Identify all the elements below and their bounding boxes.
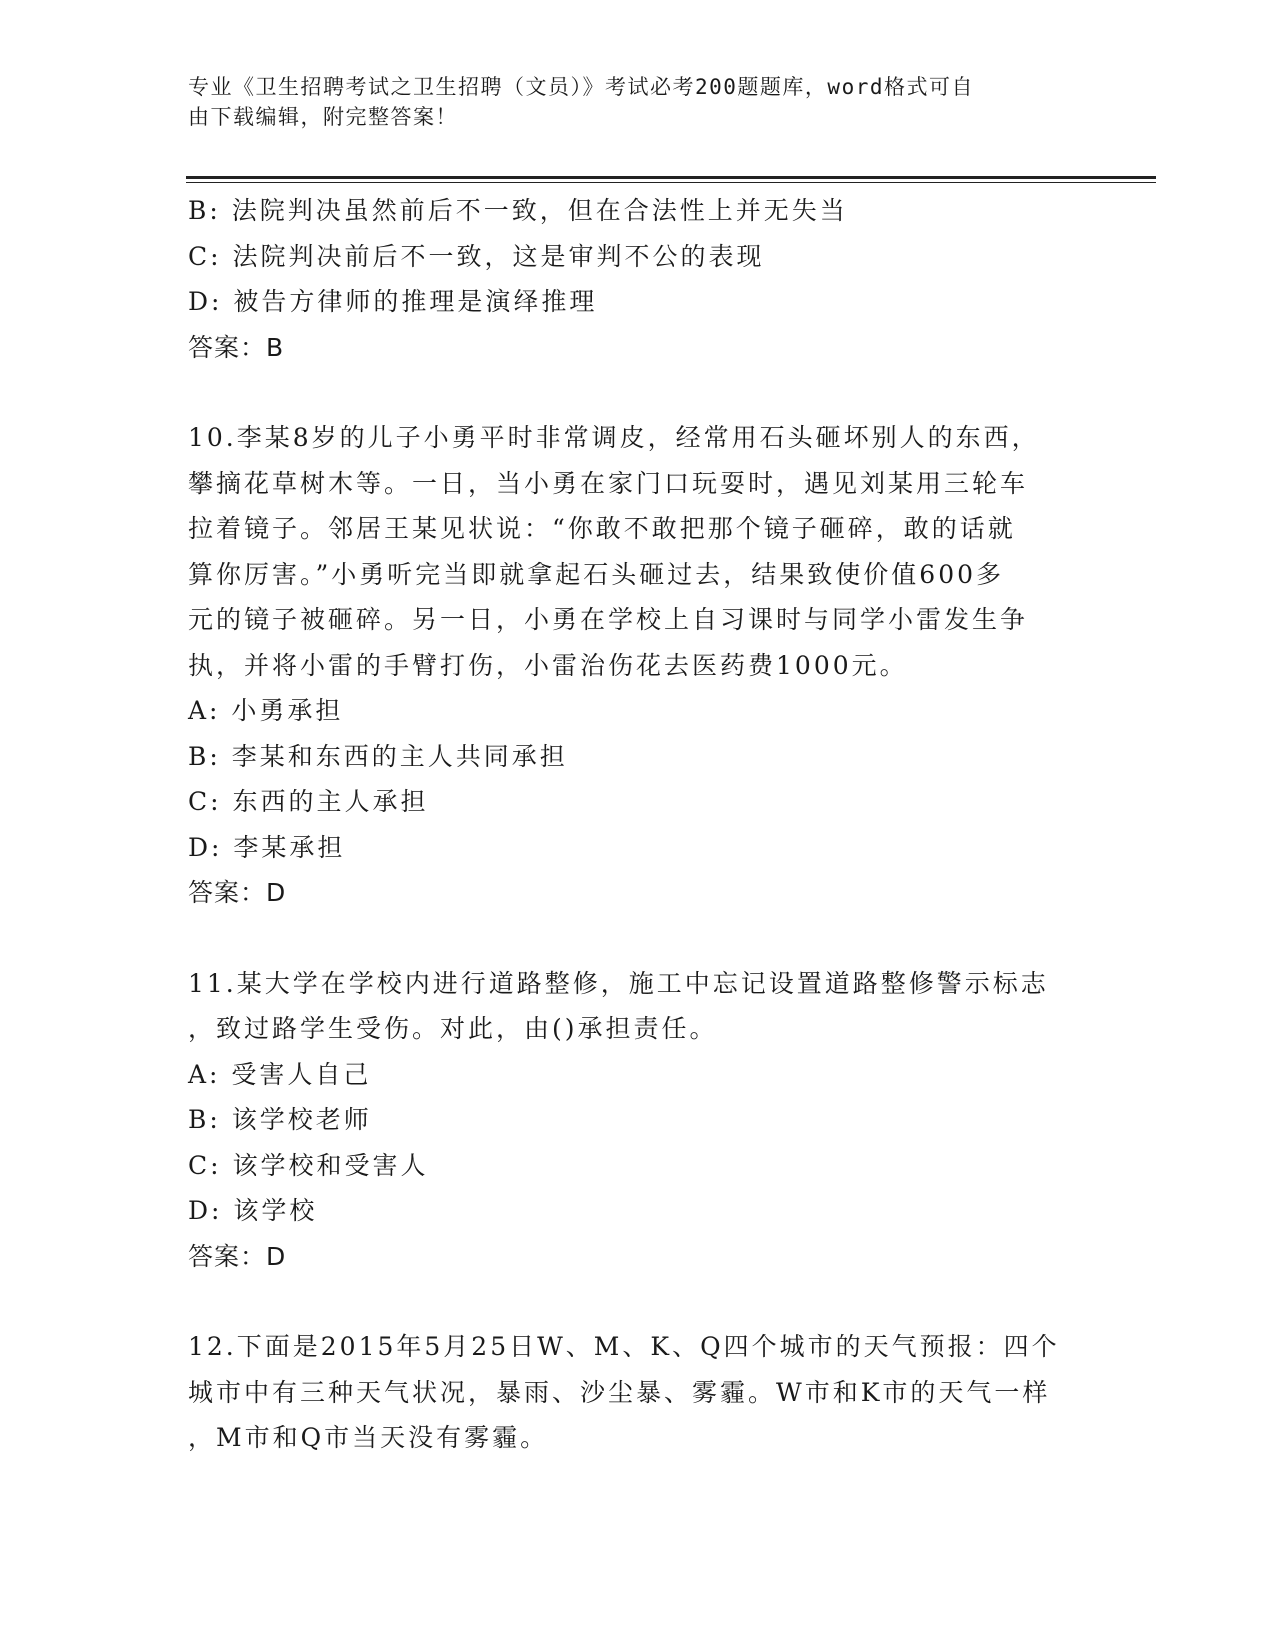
question-text-line: 城市中有三种天气状况，暴雨、沙尘暴、雾霾。W市和K市的天气一样 <box>188 1377 1051 1407</box>
answer-line: 答案：B <box>188 332 285 362</box>
question-text-line: ，致过路学生受伤。对此，由()承担责任。 <box>188 1014 718 1043</box>
question-text-line: 10.李某8岁的儿子小勇平时非常调皮，经常用石头砸坏别人的东西， <box>188 423 1040 452</box>
option-b: B: 法院判决虽然前后不一致，但在合法性上并无失当 <box>188 196 848 225</box>
header-divider-thin <box>186 182 1156 183</box>
document-header <box>188 72 1068 132</box>
option-b: B: 该学校老师 <box>188 1105 372 1134</box>
header-divider-thick <box>186 176 1156 179</box>
spacer <box>188 916 1088 961</box>
answer-line: 答案：D <box>188 878 287 907</box>
question-text-line: 执，并将小雷的手臂打伤，小雷治伤花去医药费1000元。 <box>188 650 908 680</box>
option-a: A: 受害人自己 <box>188 1059 372 1089</box>
spacer <box>188 1279 1088 1324</box>
question-12 <box>188 1324 1088 1461</box>
option-c: C: 东西的主人承担 <box>188 787 429 816</box>
header-line-1: 专业《卫生招聘考试之卫生招聘（文员）》考试必考200题题库，word格式可自 <box>188 75 974 99</box>
document-body <box>188 188 1088 1461</box>
answer-line: 答案：D <box>188 1241 287 1271</box>
option-c: C: 法院判决前后不一致，这是审判不公的表现 <box>188 241 765 271</box>
option-a: A: 小勇承担 <box>188 696 344 725</box>
question-text-line: 攀摘花草树木等。一日，当小勇在家门口玩耍时，遇见刘某用三轮车 <box>188 468 1029 498</box>
question-text-line: 11.某大学在学校内进行道路整修，施工中忘记设置道路整修警示标志 <box>188 968 1049 998</box>
previous-question-tail <box>188 188 1088 370</box>
option-c: C: 该学校和受害人 <box>188 1150 429 1180</box>
header-line-2: 由下载编辑，附完整答案！ <box>188 105 458 129</box>
spacer <box>188 370 1088 415</box>
question-text-line: ，M市和Q市当天没有雾霾。 <box>188 1423 549 1452</box>
option-d: D: 李某承担 <box>188 832 346 862</box>
question-text-line: 拉着镜子。邻居王某见状说：“你敢不敢把那个镜子砸碎，敢的话就 <box>188 514 1016 543</box>
option-d: D: 该学校 <box>188 1196 318 1225</box>
question-10 <box>188 415 1088 916</box>
question-11 <box>188 961 1088 1280</box>
option-b: B: 李某和东西的主人共同承担 <box>188 741 568 771</box>
question-text-line: 算你厉害。”小勇听完当即就拿起石头砸过去，结果致使价值600多 <box>188 559 1005 589</box>
option-d: D: 被告方律师的推理是演绎推理 <box>188 287 598 316</box>
question-text-line: 元的镜子被砸碎。另一日，小勇在学校上自习课时与同学小雷发生争 <box>188 605 1029 634</box>
question-text-line: 12.下面是2015年5月25日W、M、K、Q四个城市的天气预报：四个 <box>188 1332 1060 1361</box>
